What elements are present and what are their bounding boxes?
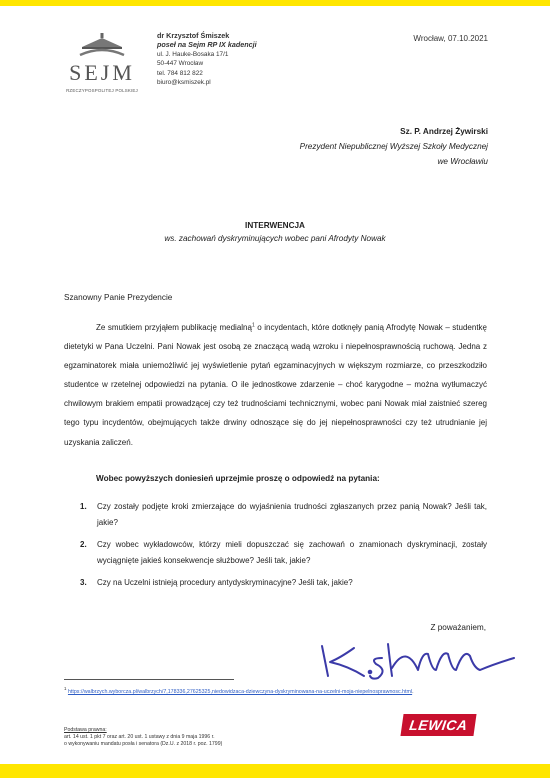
- addressee-block: [300, 124, 488, 169]
- footnote-suffix: .: [412, 688, 414, 695]
- footnote-reference[interactable]: 1: [251, 322, 255, 329]
- question-number: 3.: [80, 578, 87, 587]
- legal-basis-line: o wykonywaniu mandatu posła i senatora (Dz.U. z 2018 r. poz. 1799): [64, 741, 223, 747]
- question-list: [80, 499, 487, 597]
- question-text: Czy wobec wykładowców, którzy mieli dopuszczać się zachowań o znamionach dyskryminacji, zostały wyciągnięte jakieś konsekwencje służbowe? Jeśli tak, jakie?: [97, 540, 487, 565]
- footnote-divider: [64, 679, 234, 680]
- footnote-number: 1: [64, 686, 67, 691]
- letter-date: Wrocław, 07.10.2021: [413, 34, 488, 43]
- footnote: [64, 685, 464, 696]
- addressee-place: we Wrocławiu: [437, 157, 488, 166]
- body-text-part2: o incydentach, które dotknęły panią Afrodytę Nowak – studentkę dietetyki w Pana Uczelni. Pani Nowak jest osobą ze znaczącą wadą wzroku i niepełnosprawnością ruchową. Jedna z egzaminatorek miała uniemożliwić jej wyświetlenie pytań egzaminacyjnych w większym rozmiarze, co przeszkodziło studentce w rzetelnej odpowiedzi na pytania. O ile jednostkowe zdarzenie – choć karygodne – można wytłumaczyć chwilowym brakiem empatii prowadzącej czy też trudnościami technicznymi, wobec pani Nowak miał zaistnieć szereg tego typu incydentów, obejmujących także drwiny odnoszące się do jej niepełnosprawności czy też utrudnianie jej uzyskania zaliczeń.: [64, 323, 487, 447]
- question-text: Czy na Uczelni istnieją procedury antydyskryminacyjne? Jeśli tak, jakie?: [97, 578, 353, 587]
- handwritten-signature: [318, 636, 518, 682]
- lewica-logo: LEWICA: [400, 714, 476, 736]
- legal-basis: [64, 727, 222, 748]
- top-yellow-band: [0, 0, 550, 6]
- sender-block: [157, 31, 257, 87]
- salutation: Szanowny Panie Prezydencie: [64, 293, 173, 302]
- question-text: Czy zostały podjęte kroki zmierzające do wyjaśnienia trudności zgłaszanych przez panią Nowak? Jeśli tak, jakie?: [97, 502, 487, 527]
- question-number: 2.: [80, 540, 87, 549]
- sender-street: ul. J. Hauke-Bosaka 17/1: [157, 50, 229, 58]
- sender-email: biuro@ksmiszek.pl: [157, 79, 211, 87]
- logo-wordmark: SEJM: [69, 60, 135, 85]
- legal-basis-line: art. 14 ust. 1 pkt 7 oraz art. 20 ust. 1 ustawy z dnia 9 maja 1996 r.: [64, 734, 215, 740]
- sejm-emblem-icon: [79, 33, 125, 59]
- list-item: [80, 499, 487, 531]
- question-number: 1.: [80, 502, 87, 511]
- closing-phrase: Z poważaniem,: [430, 623, 486, 632]
- sender-role: poseł na Sejm RP IX kadencji: [157, 40, 257, 50]
- sender-phone: tel. 784 812 822: [157, 69, 203, 77]
- list-item: [80, 575, 487, 591]
- sender-city: 50-447 Wrocław: [157, 60, 204, 68]
- footnote-link[interactable]: https://walbrzych.wyborcza.pl/walbrzych/7,178336,27625325,niedowidzaca-dziewczyna-dyskryminowana-na-uczelni-moja-niepelnosprawnosc.html: [67, 688, 413, 695]
- addressee-title: Prezydent Niepublicznej Wyższej Szkoły Medycznej: [299, 142, 488, 151]
- body-paragraph: [64, 318, 487, 452]
- bottom-yellow-band: [0, 764, 550, 778]
- sender-name: dr Krzysztof Śmiszek: [157, 31, 230, 40]
- list-item: [80, 537, 487, 569]
- logo-subtitle: RZECZYPOSPOLITEJ POLSKIEJ: [66, 88, 138, 93]
- letter-subheading: ws. zachowań dyskryminujących wobec pani Afrodyty Nowak: [164, 234, 386, 243]
- question-lead: Wobec powyższych doniesień uprzejmie proszę o odpowiedź na pytania:: [96, 474, 380, 483]
- addressee-name: Sz. P. Andrzej Żywirski: [400, 127, 488, 136]
- legal-basis-heading: Podstawa prawna:: [64, 727, 107, 733]
- letter-heading: INTERWENCJA: [245, 221, 305, 230]
- body-text-part1: Ze smutkiem przyjąłem publikację medialną: [96, 323, 252, 332]
- sejm-logo: [63, 33, 141, 93]
